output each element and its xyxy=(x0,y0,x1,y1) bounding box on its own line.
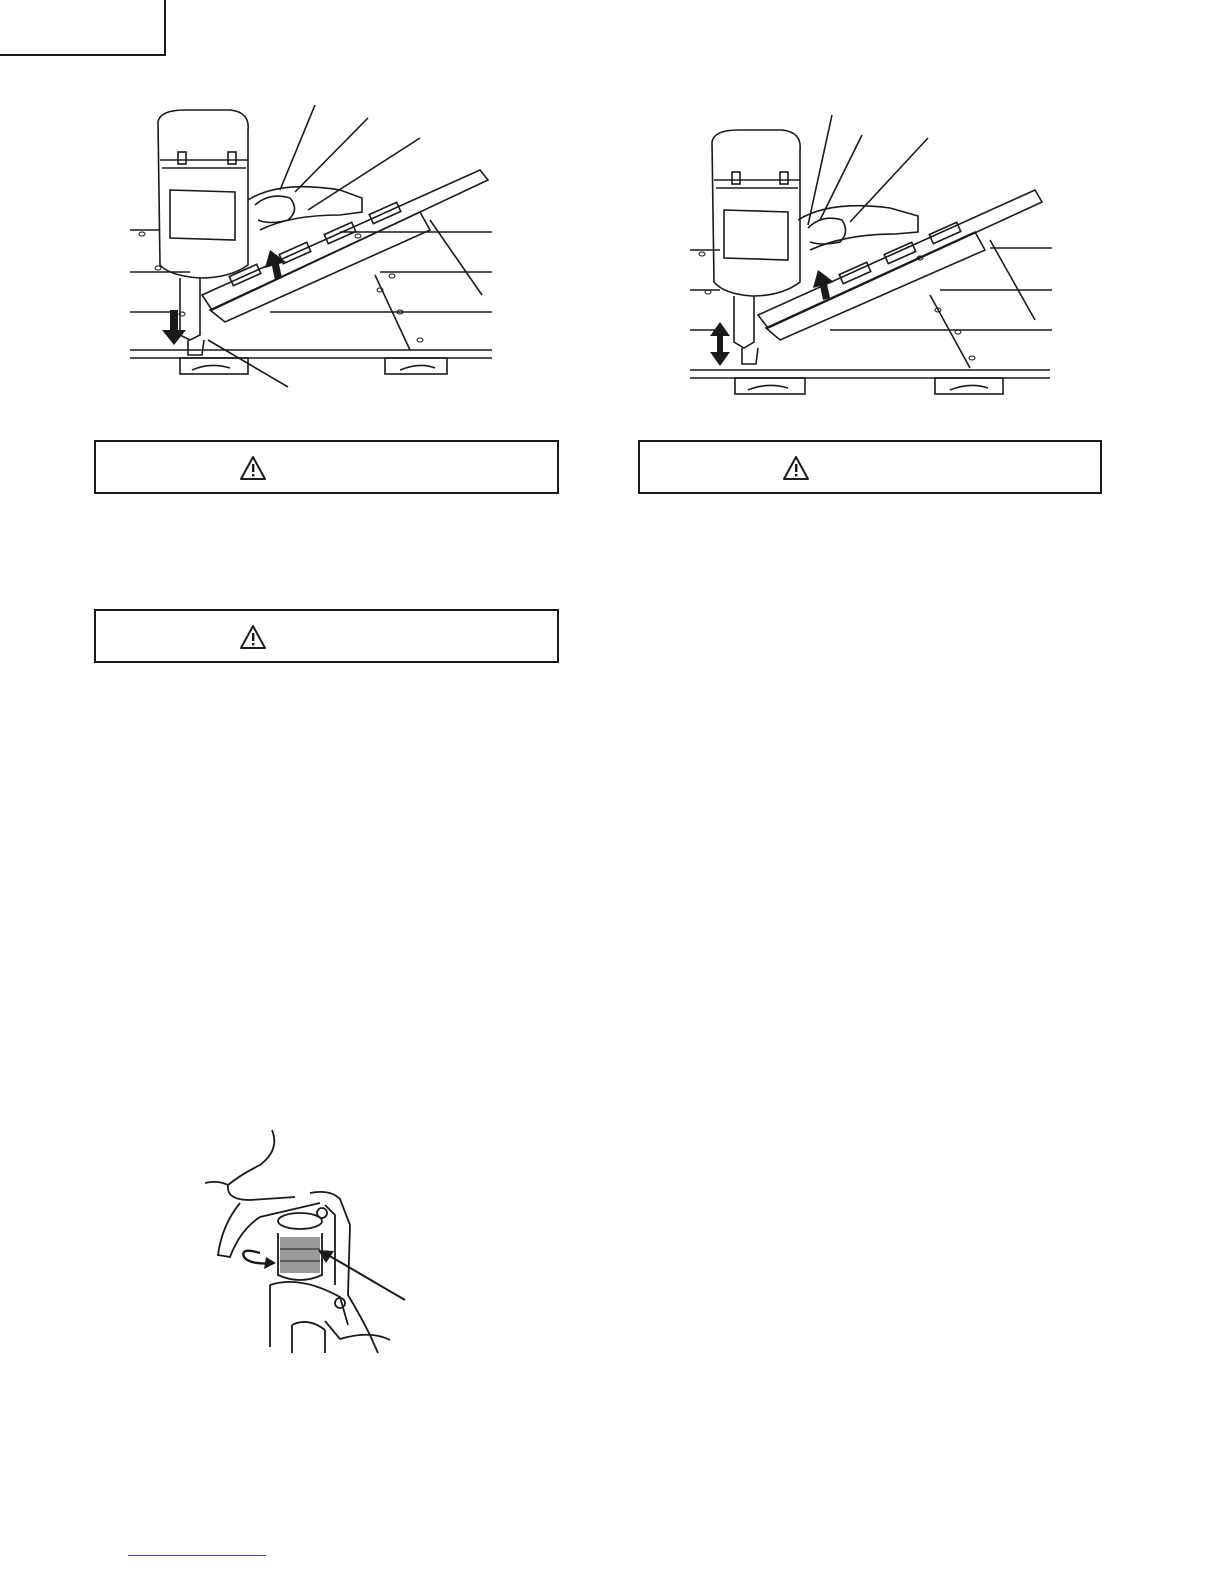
nail-gun-contact-fire-illustration xyxy=(690,110,1055,400)
nail-gun-sequential-fire-illustration xyxy=(130,100,495,400)
warning-triangle-icon xyxy=(239,455,267,481)
warning-triangle-icon xyxy=(239,624,267,650)
down-arrow-icon xyxy=(162,310,186,345)
up-arrow-icon xyxy=(813,270,834,300)
page-corner-tab xyxy=(0,0,166,56)
figure-contact-fire xyxy=(690,110,1055,400)
warning-box-3 xyxy=(94,609,559,663)
depth-adjuster-dial-illustration xyxy=(200,1125,415,1355)
warning-box-1 xyxy=(94,440,559,494)
up-down-arrow-icon xyxy=(710,322,730,366)
rotate-arrow-icon xyxy=(264,1257,276,1269)
figure-sequential-fire xyxy=(130,100,495,400)
depth-dial-shade xyxy=(280,1237,320,1273)
figure-depth-adjuster xyxy=(200,1125,415,1355)
warning-triangle-icon xyxy=(782,455,810,481)
footer-rule xyxy=(128,1555,266,1556)
warning-box-2 xyxy=(638,440,1102,494)
